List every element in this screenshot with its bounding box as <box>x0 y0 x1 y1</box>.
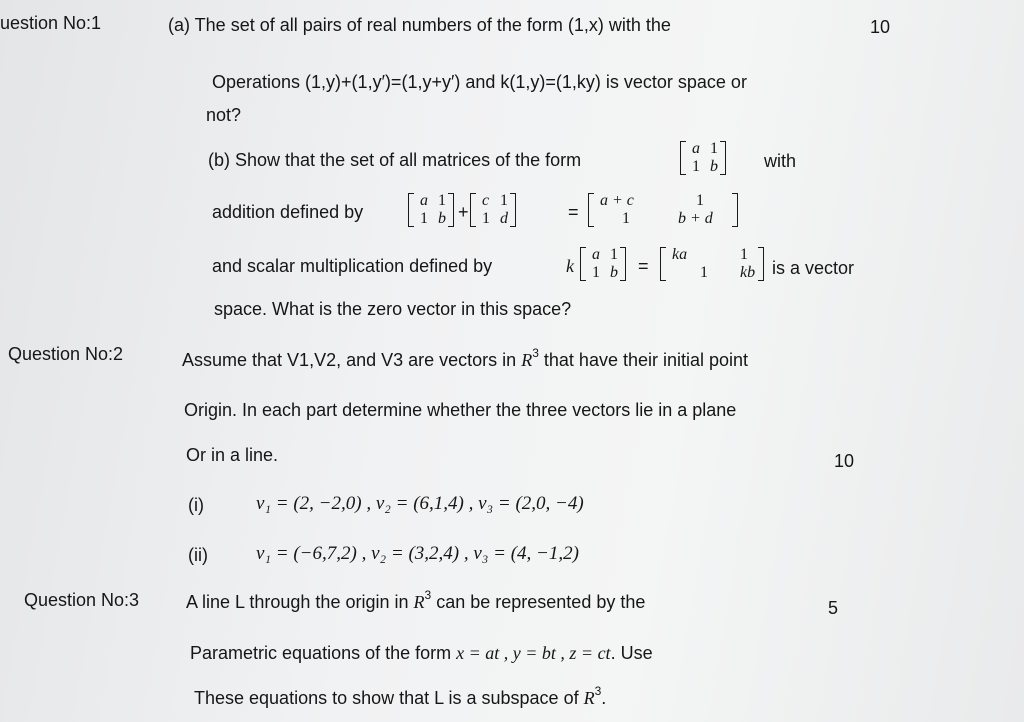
scalar-m-b: b <box>610 264 618 281</box>
scalar-k: k <box>566 256 574 276</box>
q2-line1b-text: that have their initial point <box>543 350 749 370</box>
q2-part-ii-eq: v₁ = (−6,7,2) , v₂ = (3,2,4) , v₃ = (4, −1,2) <box>256 543 579 564</box>
scalar-matrix <box>580 246 626 284</box>
q3-label: Question No:3 <box>24 590 140 610</box>
add-result-a: a + c <box>600 192 634 209</box>
scalar-equals: = <box>638 256 649 276</box>
scalar-result-kb: kb <box>740 264 756 281</box>
q2-marks: 10 <box>834 451 855 471</box>
q1-marks: 10 <box>870 17 891 37</box>
q1-not: not? <box>206 105 242 125</box>
matrix-form <box>680 140 726 178</box>
add-result-b: b + d <box>678 210 713 227</box>
add-equals: = <box>568 202 579 222</box>
matrix-form-a: a <box>692 140 700 157</box>
q1-part-b: (b) Show that the set of all matrices of the form <box>208 150 582 170</box>
q3-marks: 5 <box>828 598 839 618</box>
q1-addition-label: addition defined by <box>212 202 364 222</box>
add-plus: + <box>458 202 469 222</box>
scalar-m-one2: 1 <box>592 264 600 281</box>
add-m1-b: b <box>438 210 446 227</box>
add-m2-c: c <box>482 192 490 209</box>
add-m2-d: d <box>500 210 508 227</box>
q2-exp: 3 <box>532 346 539 360</box>
q2-part-ii-label: (ii) <box>188 545 208 565</box>
q3-line2 <box>190 644 653 662</box>
add-result-matrix <box>588 192 738 230</box>
q2-line1 <box>182 346 749 370</box>
q1-with: with <box>764 151 797 171</box>
add-m1-a: a <box>420 192 428 209</box>
add-result-one1: 1 <box>696 192 704 209</box>
add-matrix-1 <box>408 192 454 230</box>
q2-line3: Or in a line. <box>186 445 279 465</box>
q1-scalar-label: and scalar multiplication defined by <box>212 256 493 276</box>
add-result-one2: 1 <box>622 210 630 227</box>
q3-exp2: 3 <box>594 684 602 698</box>
matrix-form-b: b <box>710 158 718 175</box>
scalar-result-matrix <box>660 246 764 284</box>
q2-line2: Origin. In each part determine whether the three vectors lie in a plane <box>184 400 737 420</box>
q1-is-vector: is a vector <box>772 258 855 278</box>
q3-line3 <box>194 684 607 708</box>
scalar-result-ka: ka <box>672 246 688 263</box>
q3-line2-text: Parametric equations of the form <box>190 643 452 663</box>
scalar-m-one1: 1 <box>610 246 618 263</box>
q1-label: uestion No:1 <box>0 13 102 33</box>
q1-part-a: (a) The set of all pairs of real numbers of the form (1,x) with the <box>168 15 671 35</box>
q3-use: . Use <box>610 643 653 663</box>
q1-operations: Operations (1,y)+(1,y′)=(1,y+y′) and k(1,y)=(1,ky) is vector space or <box>212 72 747 92</box>
q3-line1 <box>186 588 646 612</box>
matrix-form-one1: 1 <box>710 140 718 157</box>
q2-line1-text: Assume that V1,V2, and V3 are vectors in <box>182 350 517 370</box>
q1-space-text: space. What is the zero vector in this space? <box>214 299 572 319</box>
q3-r: R <box>413 592 425 612</box>
q3-exp: 3 <box>424 588 432 602</box>
add-m2-one1: 1 <box>500 192 508 209</box>
scalar-result-one1: 1 <box>740 246 748 263</box>
scalar-result-one2: 1 <box>700 264 708 281</box>
q3-param: x = at , y = bt , z = ct <box>456 643 611 663</box>
scalar-m-a: a <box>592 246 600 263</box>
q2-part-i-eq: v₁ = (2, −2,0) , v₂ = (6,1,4) , v₃ = (2,0, −4) <box>256 493 584 514</box>
q3-r2: R <box>583 688 595 708</box>
add-m2-one2: 1 <box>482 210 490 227</box>
q3-line3-text: These equations to show that L is a subspace of <box>194 688 579 708</box>
q2-r: R <box>521 350 533 370</box>
q3-line1b-text: can be represented by the <box>436 592 646 612</box>
add-matrix-2 <box>470 192 516 230</box>
matrix-form-one2: 1 <box>692 158 700 175</box>
q3-line1-text: A line L through the origin in <box>186 592 409 612</box>
q3-end: . <box>601 688 607 708</box>
q2-part-i-label: (i) <box>188 495 204 515</box>
add-m1-one1: 1 <box>438 192 446 209</box>
add-m1-one2: 1 <box>420 210 428 227</box>
q2-label: Question No:2 <box>8 344 124 364</box>
